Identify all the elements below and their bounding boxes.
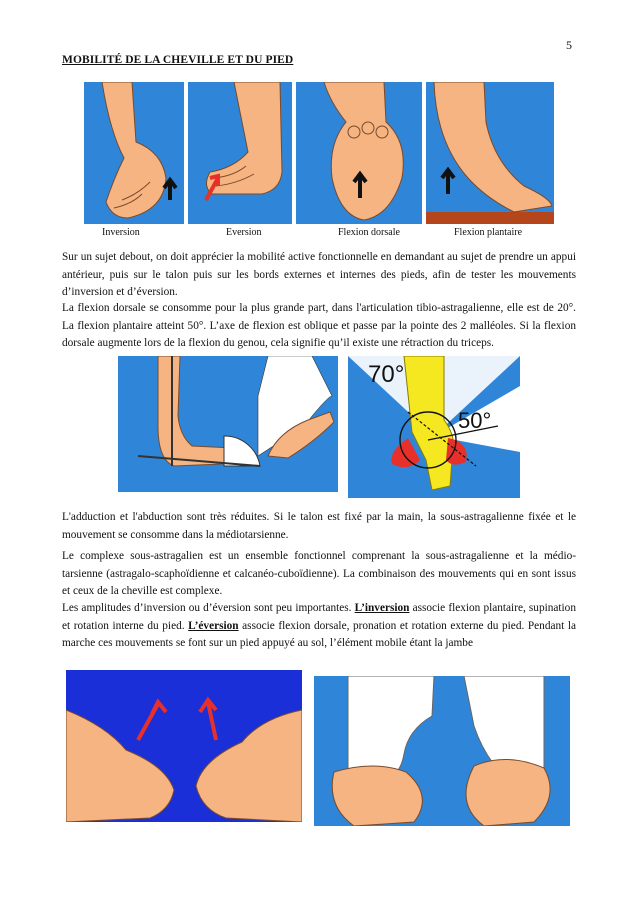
eversion-term: L’éversion — [188, 619, 239, 632]
eversion-description: associe flexion dorsale, pronation et rotation externe du pied. Pendant la marche ces mouvements se font sur un pied appuyé au sol, l’élément mobile étant la jambe — [62, 619, 577, 649]
angle-lower-label: 50° — [458, 408, 492, 433]
inversion-panel — [84, 82, 184, 224]
eversion-panel — [188, 82, 292, 224]
ankle-axis-figure — [348, 356, 520, 498]
hands-heel-figure — [314, 676, 570, 826]
angle-upper-label: 70° — [368, 361, 405, 388]
paragraph-complexe: Le complexe sous-astragalien est un ensemble fonctionnel comprenant la sous-astragalienne et la médio-tarsienne (astragalo-scaphoïdienne et calcanéo-cuboïdienne). La combinaison des mouvements qui en sont issus et ceux de la cheville est complexe. — [62, 550, 576, 597]
paragraph-amplitudes — [62, 600, 576, 653]
inversion-description: associe flexion plantaire, supination et rotation interne du pied. — [62, 602, 576, 632]
paragraph-mobility-test: Sur un sujet debout, on doit apprécier la mobilité active fonctionnelle en demandant au sujet de prendre un appui antérieur, puis sur le talon puis sur les bords externes et internes des pieds, afin de tester les mouvements d’inversion et d’éversion. — [62, 251, 576, 298]
caption-eversion: Eversion — [226, 227, 262, 238]
inversion-term: L’inversion — [354, 602, 410, 614]
caption-inversion: Inversion — [102, 227, 140, 238]
page-number: 5 — [566, 38, 572, 52]
paragraph-flexion: La flexion dorsale se consomme pour la plus grande part, dans l'articulation tibio-astragalienne, elle est de 20°. La flexion plantaire atteint 50°. L’axe de flexion est oblique et passe par la pointe des 2 malléoles. Si la flexion dorsale augmente lors de la flexion du genou, cela signifie qu’il existe une rétraction du triceps. — [62, 302, 576, 349]
flexion-plantaire-panel — [426, 82, 554, 224]
paragraph-adduction: L'adduction et l'abduction sont très réduites. Si le talon est fixé par la main, la sous-astragalienne fixée et le mouvement se consomme dans la médiotarsienne. — [62, 511, 576, 541]
page-title: MOBILITÉ DE LA CHEVILLE ET DU PIED — [62, 54, 294, 66]
flexion-dorsale-panel — [296, 82, 422, 224]
feet-rotation-figure — [66, 670, 302, 822]
caption-flexion-plantaire: Flexion plantaire — [454, 227, 523, 238]
goniometer-figure — [118, 356, 338, 492]
amplitudes-intro: Les amplitudes d’inversion ou d’éversion sont peu importantes. — [62, 602, 352, 614]
caption-flexion-dorsale: Flexion dorsale — [338, 227, 400, 238]
foot-movements-figure — [84, 82, 556, 226]
